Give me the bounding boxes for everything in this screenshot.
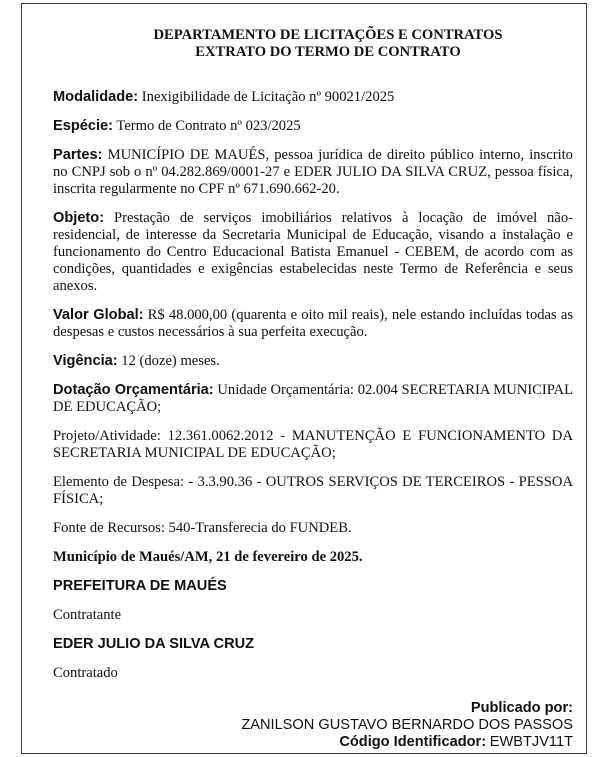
contratado-name: EDER JULIO DA SILVA CRUZ <box>53 636 255 652</box>
publisher-name: ZANILSON GUSTAVO BERNARDO DOS PASSOS <box>241 717 573 733</box>
objeto-label: Objeto: <box>53 210 105 226</box>
projeto-value: 12.361.0062.2012 - MANUTENÇÃO E FUNCIONAMENTO DA SECRETARIA MUNICIPAL DE EDUCAÇÃO; <box>53 428 574 461</box>
projeto-field <box>53 428 573 462</box>
contratado-role: Contratado <box>53 665 118 681</box>
objeto-value: Prestação de serviços imobiliários relativos à locação de imóvel não-residencial, de interesse da Secretaria Municipal de Educação, visando a instalação e funcionamento do Centro Educacional Batista Emanuel - CEBEM, de acordo com as condições, quantidades e exigências estabelecidas neste Termo de Referência e seus anexos. <box>53 210 573 294</box>
fonte-field <box>53 520 573 537</box>
especie-value: Termo de Contrato nº 023/2025 <box>116 118 301 134</box>
objeto-field <box>53 210 573 295</box>
dotacao-value: Unidade Orçamentária: 02.004 SECRETARIA MUNICIPAL DE EDUCAÇÃO; <box>53 382 574 415</box>
projeto-label: Projeto/Atividade: <box>53 428 161 444</box>
contratante-role: Contratante <box>53 607 122 623</box>
partes-field <box>53 147 573 198</box>
modalidade-value: Inexigibilidade de Licitação nº 90021/2025 <box>141 89 395 105</box>
identifier-code <box>53 734 573 751</box>
contratante-name: PREFEITURA DE MAUÉS <box>53 578 227 594</box>
vigencia-label: Vigência: <box>53 353 118 369</box>
fonte-label: Fonte de Recursos: <box>53 520 165 536</box>
valor-label: Valor Global: <box>53 307 144 323</box>
partes-value: MUNICÍPIO DE MAUÉS, pessoa jurídica de direito público interno, inscrito no CNPJ sob o nº 04.282.869/0001-27 e EDER JULIO DA SILVA CRUZ, pessoa física, inscrita regularmente no CPF nº 671.690.662-20. <box>53 147 573 197</box>
modalidade-field <box>53 89 573 106</box>
especie-label: Espécie: <box>53 118 114 134</box>
publication-label: Publicado por: <box>470 700 573 716</box>
place-date: Município de Maués/AM, 21 de fevereiro de 2025. <box>53 549 363 565</box>
valor-value: R$ 48.000,00 (quarenta e oito mil reais), nele estando incluídas todas as despesas e custos necessários à sua perfeita execução. <box>53 307 574 340</box>
contract-extract <box>53 27 573 751</box>
modalidade-label: Modalidade: <box>53 89 139 105</box>
elemento-value: - 3.3.90.36 - OUTROS SERVIÇOS DE TERCEIROS - PESSOA FÍSICA; <box>53 474 573 507</box>
vigencia-field <box>53 353 573 370</box>
code-label: Código Identificador: <box>339 734 487 750</box>
department-title: DEPARTAMENTO DE LICITAÇÕES E CONTRATOS <box>153 27 503 43</box>
dotacao-field <box>53 382 573 416</box>
partes-label: Partes: <box>53 147 103 163</box>
valor-field <box>53 307 573 341</box>
especie-field <box>53 118 573 135</box>
dotacao-label: Dotação Orçamentária: <box>53 382 214 398</box>
code-value: EWBTJV11T <box>489 734 573 750</box>
document-title: EXTRATO DO TERMO DE CONTRATO <box>195 44 461 60</box>
fonte-value: 540-Transferecia do FUNDEB. <box>168 520 352 536</box>
elemento-label: Elemento de Despesa: <box>53 474 185 490</box>
vigencia-value: 12 (doze) meses. <box>121 353 220 369</box>
elemento-field <box>53 474 573 508</box>
